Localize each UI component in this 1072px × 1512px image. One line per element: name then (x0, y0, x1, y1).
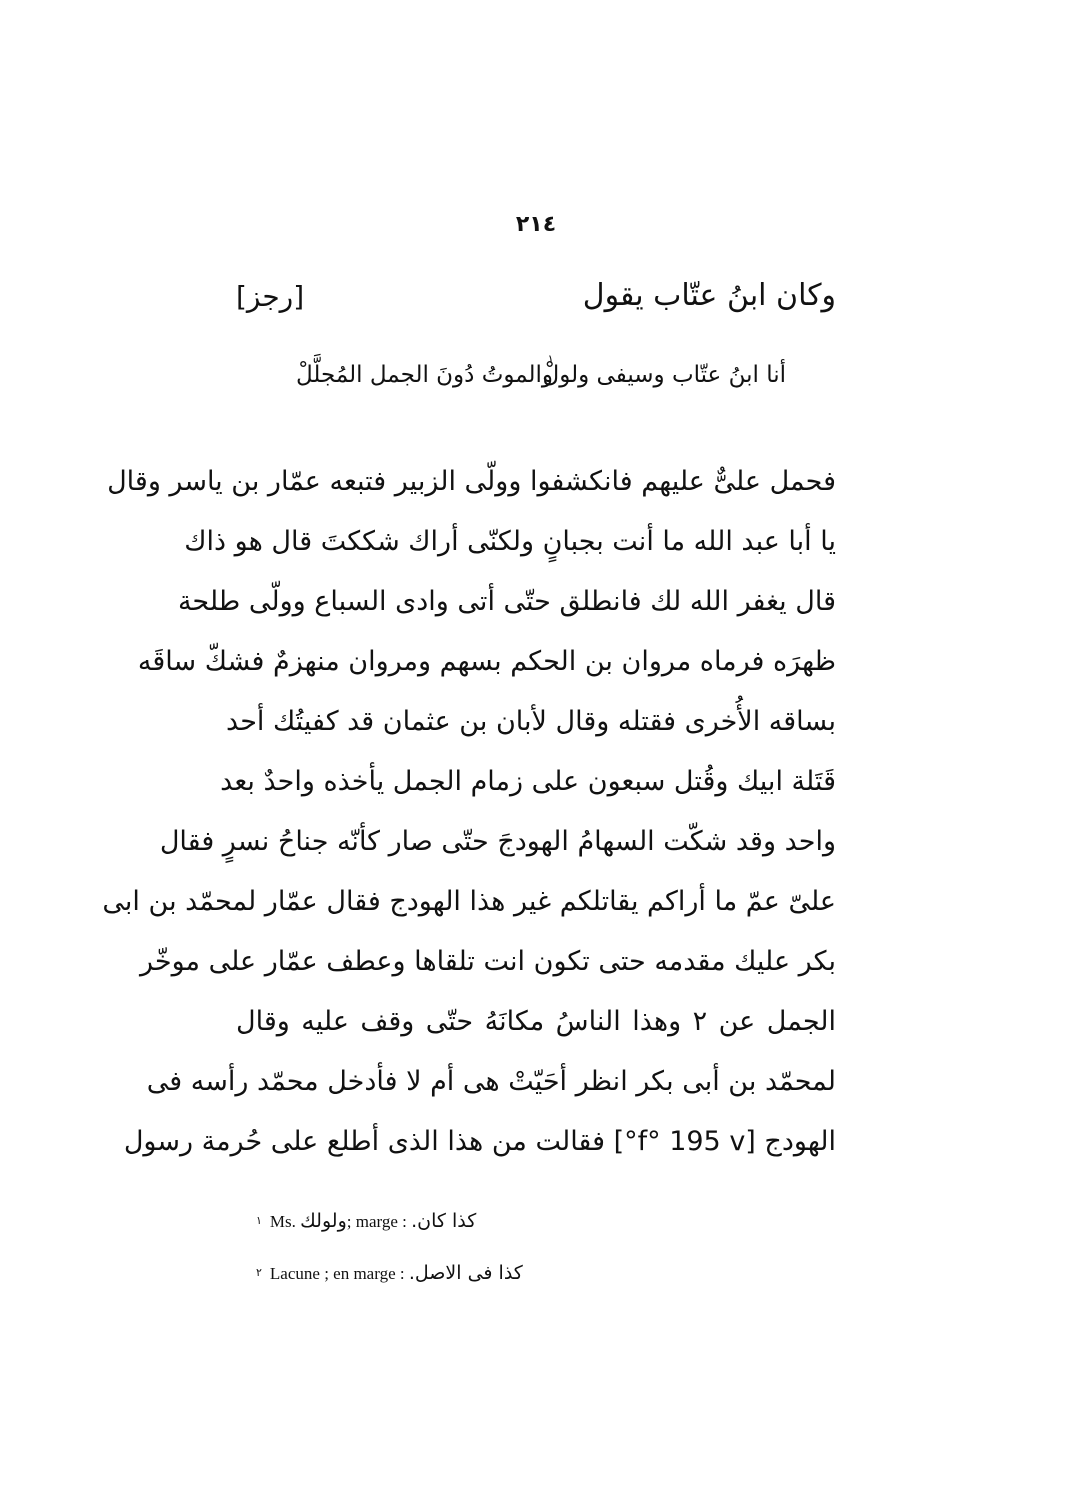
prose-body (102, 452, 836, 1172)
footnote-arabic-ms: ولولك (300, 1210, 347, 1232)
prose-line: علىّ عمّ ما أراكم يقاتلكم غير هذا الهودج فقال عمّار لمحمّد بن ابى (102, 886, 836, 917)
footnote-2 (256, 1258, 856, 1310)
footnote-arabic-marge: كذا فى الاصل. (408, 1262, 523, 1284)
page-number: ٢١٤ (515, 212, 557, 237)
verse-first-hemistich: أنا ابنُ عتّاب وسيفى ولولْ (542, 362, 786, 388)
prose-line: قَتَلة ابيك وقُتل سبعون على زمام الجمل يأخذه واحدٌ بعد (220, 766, 836, 797)
footnote-ref-1: ١ (547, 352, 554, 366)
footnote-prefix: Lacune ; en marge : (269, 1264, 409, 1283)
meter-label: [رجز] (236, 280, 305, 313)
prose-line: الجمل عن ٢ وهذا الناسُ مكانَهُ حتّى وقف عليه وقال (236, 1006, 836, 1037)
prose-line: بكر عليك مقدمه حتى تكون انت تلقاها وعطف عمّار على موخّر (140, 946, 836, 977)
prose-line: فحمل علىٌّ عليهم فانكشفوا وولّى الزبير فتبعه عمّار بن ياسر وقال (107, 466, 836, 497)
prose-line: قال يغفر الله لك فانطلق حتّى أتى وادى السباع وولّى طلحة (177, 586, 836, 617)
footnote-arabic-marge: كذا كان. (411, 1210, 477, 1232)
prose-line: واحد وقد شكّت السهامُ الهودجَ حتّى صار كأنّه جناحُ نسرٍ فقال (159, 826, 836, 857)
prose-line: الهودج [f° 195 v°] فقالت من هذا الذى أطلع على حُرمة رسول (123, 1126, 836, 1157)
footnote-number: ١ (256, 1215, 262, 1227)
prose-line: بساقه الأُخرى فقتله وقال لأبان بن عثمان قد كفيتُك أحد (226, 706, 836, 737)
footnote-prefix: Ms. (269, 1212, 301, 1231)
prose-line: ظهرَه فرماه مروان بن الحكم بسهم ومروان منهزمٌ فشكّ ساقَه (137, 646, 836, 677)
verse (296, 352, 786, 408)
prose-line: لمحمّد بن أبى بكر انظر أحَيّتْ هى أم لا فأدخل محمّد رأسه فى (146, 1066, 836, 1097)
footnote-number: ٢ (256, 1267, 262, 1279)
heading-line (236, 278, 836, 328)
footnotes (256, 1206, 856, 1310)
verse-second-hemistich: والموتُ دُونَ الجمل المُجلَّلْ (296, 362, 554, 388)
footnote-1 (256, 1206, 856, 1258)
prose-line: يا أبا عبد الله ما أنت بجبانٍ ولكنّى أراك شككتَ قال هو ذاك (184, 526, 836, 557)
footnote-middle: ; marge : (346, 1212, 412, 1231)
heading-text: وكان ابنُ عتّاب يقول (582, 278, 836, 313)
